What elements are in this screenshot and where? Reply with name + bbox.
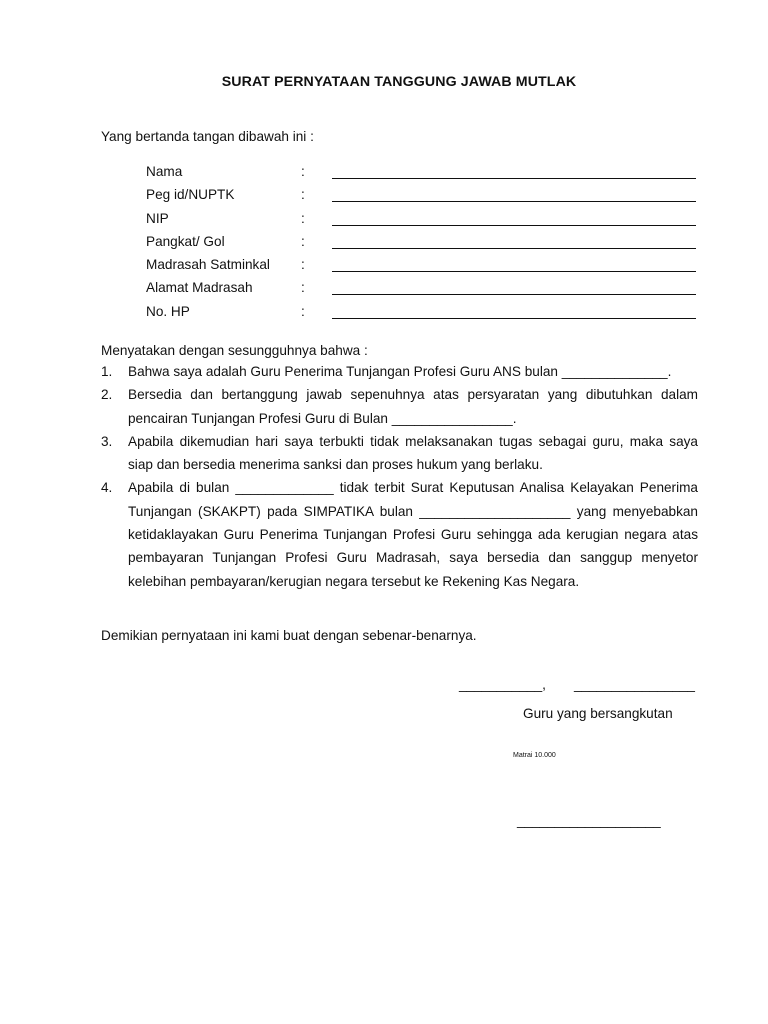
field-row-pangkat xyxy=(146,234,706,257)
field-label: Alamat Madrasah xyxy=(146,280,253,296)
field-colon: : xyxy=(301,303,305,319)
signer-label: Guru yang bersangkutan xyxy=(523,706,673,721)
statement-number: 4. xyxy=(101,480,113,496)
field-colon: : xyxy=(301,187,305,203)
field-blank-line xyxy=(332,318,696,319)
statement-text: Apabila dikemudian hari saya terbukti tidak melaksanakan tugas sebagai guru, maka saya siap dan bersedia menerima sanksi dan proses hukum yang berlaku. xyxy=(128,433,698,473)
field-colon: : xyxy=(301,280,305,296)
field-label: No. HP xyxy=(146,303,190,319)
field-colon: : xyxy=(301,210,305,226)
field-label: NIP xyxy=(146,210,169,226)
field-label: Nama xyxy=(146,164,183,179)
field-row-nuptk xyxy=(146,187,706,210)
field-blank-line xyxy=(332,271,696,272)
field-blank-line xyxy=(332,201,696,202)
field-blank-line xyxy=(332,248,696,249)
identity-fields xyxy=(146,164,706,327)
field-row-alamat xyxy=(146,280,706,303)
field-colon: : xyxy=(301,233,305,249)
statement-item xyxy=(101,383,698,430)
field-row-hp xyxy=(146,304,706,327)
signature-place-blank: ___________, xyxy=(459,677,546,692)
statement-number: 3. xyxy=(101,433,113,449)
field-blank-line xyxy=(332,178,696,179)
field-colon: : xyxy=(301,257,305,273)
statement-text: Bahwa saya adalah Guru Penerima Tunjangan Profesi Guru ANS bulan ______________. xyxy=(128,364,672,379)
field-blank-line xyxy=(332,294,696,295)
field-blank-line xyxy=(332,225,696,226)
closing-text: Demikian pernyataan ini kami buat dengan sebenar-benarnya. xyxy=(101,628,477,643)
intro-text: Yang bertanda tangan dibawah ini : xyxy=(101,129,314,144)
stamp-duty-note: Matrai 10.000 xyxy=(513,752,556,759)
field-row-nama xyxy=(146,164,706,187)
statement-item xyxy=(101,360,698,383)
field-row-madrasah xyxy=(146,257,706,280)
statement-text: Apabila di bulan _____________ tidak terbit Surat Keputusan Analisa Kelayakan Penerima Tunjangan (SKAKPT) pada SIMPATIKA bulan ____________________ yang menyebabkan ketidaklayakan Guru Penerima Tunjangan Profesi Guru sehingga ada kerugian negara atas pembayaran Tunjangan Profesi Guru Madrasah, saya bersedia dan sanggup menyetor kelebihan pembayaran/kerugian negara tersebut ke Rekening Kas Negara. xyxy=(128,480,698,589)
field-label: Madrasah Satminkal xyxy=(146,257,270,273)
statement-list xyxy=(101,360,698,593)
signature-name-blank: ___________________ xyxy=(517,813,661,828)
statement-text: Bersedia dan bertanggung jawab sepenuhnya atas persyaratan yang dibutuhkan dalam pencairan Tunjangan Profesi Guru di Bulan ________________. xyxy=(128,387,698,426)
field-row-nip xyxy=(146,211,706,234)
statement-number: 1. xyxy=(101,364,113,379)
document-title: SURAT PERNYATAAN TANGGUNG JAWAB MUTLAK xyxy=(221,74,577,90)
signature-date-blank: ________________ xyxy=(574,677,695,692)
field-colon: : xyxy=(301,164,305,179)
field-label: Peg id/NUPTK xyxy=(146,187,235,203)
statement-lead: Menyatakan dengan sesungguhnya bahwa : xyxy=(101,343,368,358)
field-label: Pangkat/ Gol xyxy=(146,233,225,249)
statement-item xyxy=(101,430,698,477)
statement-number: 2. xyxy=(101,387,113,403)
statement-item xyxy=(101,476,698,592)
